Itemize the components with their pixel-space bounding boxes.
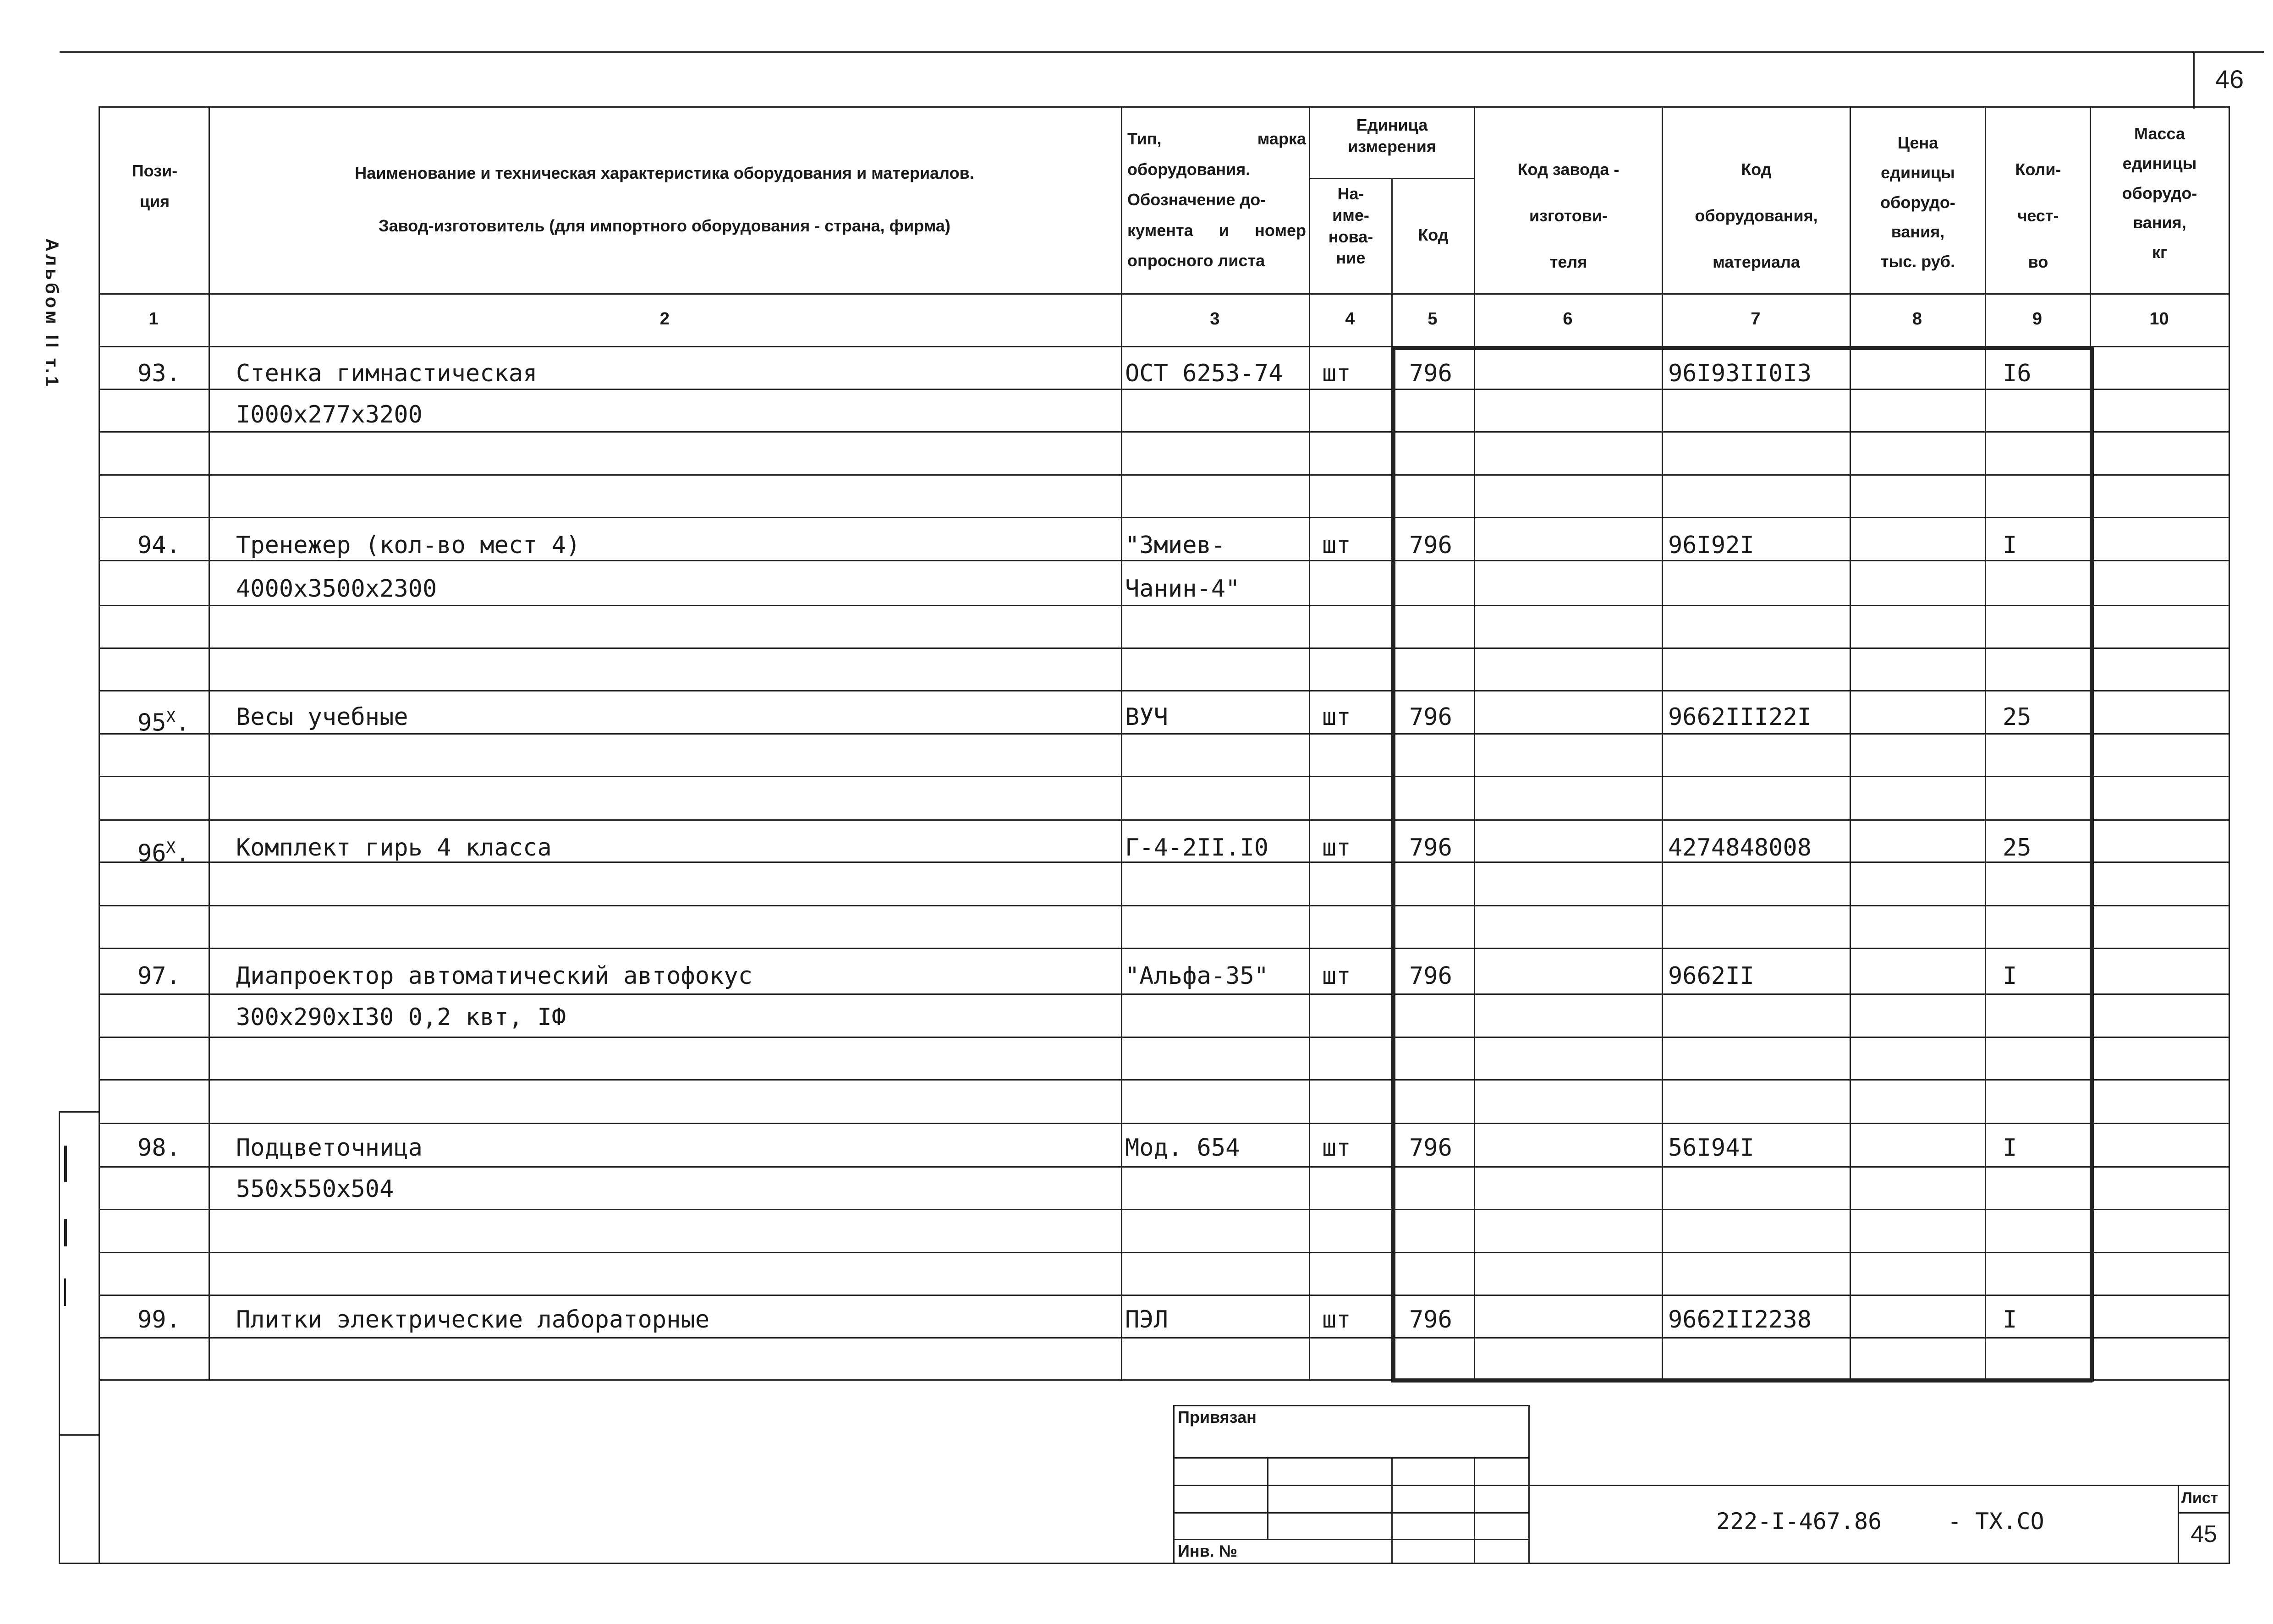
row-code: 56I94I xyxy=(1668,1134,1754,1162)
table-bottom xyxy=(59,1563,2230,1564)
header-mass: Масса единицы оборудо- вания, кг xyxy=(2122,124,2197,262)
row-unit: шт xyxy=(1322,834,1351,861)
sheet-number: 45 xyxy=(2191,1521,2217,1547)
col-line-2 xyxy=(1121,106,1122,1380)
row-unit: шт xyxy=(1322,962,1351,990)
row-type: "Альфа-35" xyxy=(1125,962,1269,990)
row-line xyxy=(99,474,2229,476)
row-unit-code: 796 xyxy=(1409,703,1452,731)
row-line xyxy=(99,948,2229,949)
row-line xyxy=(99,819,2229,821)
row-unit-code: 796 xyxy=(1409,1306,1452,1333)
row-position: 94. xyxy=(137,532,181,559)
stamp-line xyxy=(1173,1485,2230,1486)
stamp-inv-no: Инв. № xyxy=(1178,1542,1237,1560)
row-type: ОСТ 6253-74 xyxy=(1125,360,1283,387)
stamp-line xyxy=(1267,1457,1268,1539)
row-qty: I xyxy=(2003,1306,2017,1333)
row-name: Тренежер (кол-во мест 4) xyxy=(236,532,581,559)
row-name: Подцветочница xyxy=(236,1134,423,1162)
row-code: 96I92I xyxy=(1668,532,1754,559)
row-unit: шт xyxy=(1322,1134,1351,1162)
row-type-2: Чанин-4" xyxy=(1125,575,1240,603)
stamp-line xyxy=(1391,1457,1393,1563)
row-line xyxy=(99,1079,2229,1081)
row-code: 9662II xyxy=(1668,962,1754,990)
row-line xyxy=(99,1037,2229,1038)
row-name: Плитки электрические лабораторные xyxy=(236,1306,710,1333)
row-line xyxy=(99,776,2229,777)
doc-suffix: - ТХ.СО xyxy=(1948,1508,2044,1535)
binding-strip-top xyxy=(59,1111,100,1113)
row-name: Стенка гимнастическая xyxy=(236,360,538,387)
row-position: 99. xyxy=(137,1306,181,1333)
header-type: Тип, марка оборудования. Обозначение до- кумента и номер опросного листа xyxy=(1127,129,1306,270)
margin-mark xyxy=(64,1219,67,1246)
sheet-box-mid xyxy=(2178,1512,2230,1514)
row-line xyxy=(99,1209,2229,1210)
colnum-6: 6 xyxy=(1563,309,1573,329)
colnum-3: 3 xyxy=(1210,309,1220,329)
header-price: Цена единицы оборудо- вания, тыс. руб. xyxy=(1880,133,1955,271)
row-code: 9662II2238 xyxy=(1668,1306,1812,1333)
row-type: ВУЧ xyxy=(1125,703,1168,731)
doc-code: 222-I-467.86 xyxy=(1716,1508,1882,1535)
margin-mark xyxy=(64,1278,66,1306)
row-type: "Змиев- xyxy=(1125,532,1226,559)
row-unit-code: 796 xyxy=(1409,962,1452,990)
stamp-privyazan: Привязан xyxy=(1178,1408,1257,1426)
page-number-box-left xyxy=(2193,51,2195,109)
colnum-2: 2 xyxy=(659,309,670,329)
bold-right xyxy=(2090,346,2094,1382)
colnum-7: 7 xyxy=(1751,309,1761,329)
left-margin-text: Альбом II т.1 xyxy=(42,238,62,389)
row-line xyxy=(99,1123,2229,1124)
header-position: Пози- ция xyxy=(132,161,178,211)
col-line-5 xyxy=(1474,106,1475,1380)
row-unit: шт xyxy=(1322,532,1351,559)
row-type: Г-4-2II.I0 xyxy=(1125,834,1269,861)
stamp-line xyxy=(1173,1405,1175,1563)
row-line xyxy=(99,690,2229,691)
bold-top xyxy=(1391,346,2092,350)
row-type: Мод. 654 xyxy=(1125,1134,1240,1162)
row-line xyxy=(99,389,2229,390)
row-name: Диапроектор автоматический автофокус xyxy=(236,962,753,990)
binding-strip-mid xyxy=(59,1434,100,1436)
row-qty: 25 xyxy=(2003,703,2031,731)
col-line-6 xyxy=(1662,106,1663,1380)
row-name-dims: 300x290xI30 0,2 квт, IФ xyxy=(236,1004,566,1031)
binding-strip-left xyxy=(59,1111,60,1563)
row-unit: шт xyxy=(1322,703,1351,731)
row-qty: I6 xyxy=(2003,360,2031,387)
row-position: 93. xyxy=(137,360,181,387)
bold-left xyxy=(1391,346,1395,1382)
header-unit-name: На- име- нова- ние xyxy=(1328,184,1373,268)
row-position: 97. xyxy=(137,962,181,990)
row-line xyxy=(99,905,2229,906)
table-top xyxy=(99,106,2229,108)
header-unit-code: Код xyxy=(1418,225,1449,244)
row-name-dims: 4000x3500x2300 xyxy=(236,575,437,603)
row-line xyxy=(99,560,2229,561)
colnum-5: 5 xyxy=(1427,309,1438,329)
row-position: $96^X$. xyxy=(137,839,190,867)
colnum-1: 1 xyxy=(148,309,159,329)
col-line-7 xyxy=(1850,106,1851,1380)
row-unit-code: 796 xyxy=(1409,1134,1452,1162)
col-line-1 xyxy=(209,106,210,1380)
col-line-8 xyxy=(1985,106,1986,1380)
colnum-9: 9 xyxy=(2032,309,2042,329)
row-line xyxy=(99,993,2229,995)
top-rule xyxy=(60,51,2264,53)
row-qty: I xyxy=(2003,1134,2017,1162)
row-code: 96I93II0I3 xyxy=(1668,360,1812,387)
header-unit: Единица измерения xyxy=(1348,115,1436,156)
header-quantity: Коли- чест- во xyxy=(2015,160,2061,271)
row-line xyxy=(99,1166,2229,1168)
col-line-3 xyxy=(1309,106,1310,1380)
colnum-4: 4 xyxy=(1345,309,1355,329)
row-unit: шт xyxy=(1322,1306,1351,1333)
stamp-line xyxy=(1528,1405,1530,1563)
row-name: Весы учебные xyxy=(236,703,408,731)
row-line xyxy=(99,861,2229,863)
header-bottom-line xyxy=(99,293,2229,295)
header-name: Наименование и техническая характеристика оборудования и материалов. Завод-изготовитель (для импортного оборудования - страна, фирма) xyxy=(355,164,974,236)
row-line xyxy=(99,733,2229,735)
row-name-dims: I000x277x3200 xyxy=(236,401,423,428)
row-unit-code: 796 xyxy=(1409,532,1452,559)
row-unit-code: 796 xyxy=(1409,834,1452,861)
row-unit-code: 796 xyxy=(1409,360,1452,387)
row-code: 4274848008 xyxy=(1668,834,1812,861)
row-qty: I xyxy=(2003,962,2017,990)
row-position: 98. xyxy=(137,1134,181,1162)
body-bottom-line xyxy=(99,1379,2229,1381)
colnum-10: 10 xyxy=(2149,309,2169,329)
row-line xyxy=(99,431,2229,433)
row-line xyxy=(99,1295,2229,1296)
table-right xyxy=(2229,106,2230,1564)
row-type: ПЭЛ xyxy=(1125,1306,1168,1333)
row-superscript: X xyxy=(166,708,176,726)
row-line xyxy=(99,1252,2229,1253)
header-equipment-code: Код оборудования, материала xyxy=(1695,160,1818,271)
page-number: 46 xyxy=(2215,65,2244,93)
margin-mark xyxy=(64,1146,67,1182)
row-line xyxy=(99,1337,2229,1339)
stamp-line xyxy=(1173,1405,1528,1406)
row-qty: 25 xyxy=(2003,834,2031,861)
row-name-dims: 550x550x504 xyxy=(236,1175,394,1203)
row-unit: шт xyxy=(1322,360,1351,387)
header-plant-code: Код завода - изготови- теля xyxy=(1517,160,1620,271)
row-line xyxy=(99,605,2229,606)
sheet-label: Лист xyxy=(2181,1489,2218,1507)
row-line xyxy=(99,647,2229,649)
row-qty: I xyxy=(2003,532,2017,559)
row-superscript: X xyxy=(166,839,176,857)
row-position: $95^X$. xyxy=(137,708,190,737)
colnum-8: 8 xyxy=(1912,309,1922,329)
row-line xyxy=(99,517,2229,518)
stamp-line xyxy=(1474,1457,1475,1563)
row-name: Комплект гирь 4 класса xyxy=(236,834,552,861)
row-code: 9662III22I xyxy=(1668,703,1812,731)
